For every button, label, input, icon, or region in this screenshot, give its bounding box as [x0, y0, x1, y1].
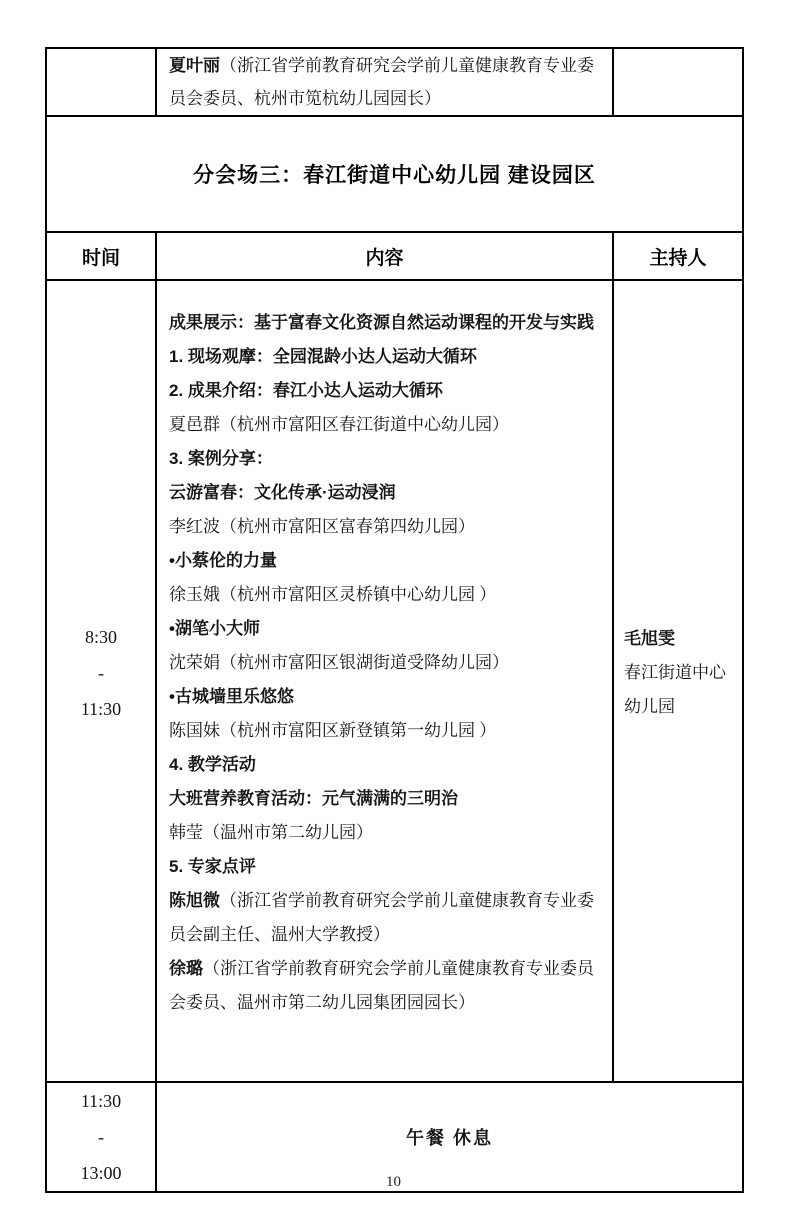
content-line-regular: 陈国妹（杭州市富阳区新登镇第一幼儿园 ）: [169, 721, 497, 740]
content-line: [169, 544, 604, 578]
content-line: [169, 476, 604, 510]
content-line: [169, 374, 604, 408]
content-line: [169, 340, 604, 374]
content-line-bold: 大班营养教育活动：元气满满的三明治: [169, 789, 458, 808]
main-session-host-cell: [613, 280, 743, 1082]
content-line: [169, 748, 604, 782]
header-host: 主持人: [613, 232, 743, 280]
content-line: [169, 510, 604, 544]
content-line: [169, 680, 604, 714]
content-line: [169, 884, 604, 918]
host-name: 毛旭雯: [624, 629, 675, 648]
content-line: [169, 578, 604, 612]
time-value: 8:30: [84, 627, 117, 647]
session-title: 分会场三：春江街道中心幼儿园 建设园区: [193, 164, 596, 187]
table-header-row: [46, 232, 743, 280]
content-line: [169, 306, 604, 340]
header-time: 时间: [46, 232, 156, 280]
content-line: [169, 816, 604, 850]
content-line-bold: 4. 教学活动: [169, 755, 256, 774]
content-line-bold: •小蔡伦的力量: [169, 551, 277, 570]
content-line-bold: 2. 成果介绍：春江小达人运动大循环: [169, 381, 443, 400]
content-line-bold: 陈旭微: [169, 891, 220, 910]
lunch-label: 午餐 休息: [405, 1128, 493, 1148]
speaker-line: [169, 49, 604, 82]
content-line-regular: 员会副主任、温州大学教授）: [169, 925, 390, 944]
content-line-regular: 夏邑群（杭州市富阳区春江街道中心幼儿园）: [169, 415, 509, 434]
schedule-table: [45, 47, 744, 1193]
continuation-time-cell: [46, 48, 156, 116]
host-org-line: 幼儿园: [624, 697, 675, 716]
speaker-line: [169, 82, 604, 115]
time-value: 11:30: [80, 1091, 122, 1111]
content-line-regular: 沈荣娟（杭州市富阳区银湖街道受降幼儿园）: [169, 653, 509, 672]
session-title-row: [46, 116, 743, 232]
main-session-row: [46, 280, 743, 1082]
content-line: [169, 918, 604, 952]
content-line-regular: （浙江省学前教育研究会学前儿童健康教育专业委: [220, 891, 594, 910]
content-line: [169, 646, 604, 680]
session-title-cell: [46, 116, 743, 232]
main-session-content-cell: [156, 280, 613, 1082]
content-line-bold: 3. 案例分享：: [169, 449, 273, 468]
time-value: 11:30: [80, 699, 122, 719]
continuation-content-cell: [156, 48, 613, 116]
content-line-regular: （浙江省学前教育研究会学前儿童健康教育专业委员: [203, 959, 594, 978]
content-line-regular: 会委员、温州市第二幼儿园集团园园长）: [169, 993, 475, 1012]
content-line: [169, 612, 604, 646]
time-value: -: [98, 1127, 104, 1147]
content-line: [169, 850, 604, 884]
main-session-time-cell: [46, 280, 156, 1082]
content-line-regular: 徐玉娥（杭州市富阳区灵桥镇中心幼儿园 ）: [169, 585, 497, 604]
time-value: 13:00: [80, 1163, 122, 1183]
content-line-regular: 李红波（杭州市富阳区富春第四幼儿园）: [169, 517, 475, 536]
speaker-name: 夏叶丽: [169, 56, 220, 75]
page-number: 10: [386, 1174, 401, 1190]
speaker-affiliation: （浙江省学前教育研究会学前儿童健康教育专业委: [220, 56, 594, 75]
host-org-line: 春江街道中心: [624, 663, 726, 682]
content-line-regular: 韩莹（温州市第二幼儿园）: [169, 823, 373, 842]
content-line-bold: 5. 专家点评: [169, 857, 256, 876]
content-line: [169, 952, 604, 986]
content-line-bold: 云游富春：文化传承·运动浸润: [169, 483, 396, 502]
content-line-bold: 1. 现场观摩：全园混龄小达人运动大循环: [169, 347, 477, 366]
content-line-bold: •古城墙里乐悠悠: [169, 687, 294, 706]
continuation-host-cell: [613, 48, 743, 116]
speaker-affiliation: 员会委员、杭州市笕杭幼儿园园长）: [169, 89, 441, 108]
header-content: 内容: [156, 232, 613, 280]
content-line: [169, 714, 604, 748]
time-value: -: [98, 663, 104, 683]
content-line-bold: 成果展示：基于富春文化资源自然运动课程的开发与实践: [169, 313, 594, 332]
content-line-bold: •湖笔小大师: [169, 619, 260, 638]
content-line: [169, 782, 604, 816]
content-line: [169, 442, 604, 476]
content-line: [169, 408, 604, 442]
continuation-row: [46, 48, 743, 116]
content-line-bold: 徐璐: [169, 959, 203, 978]
content-line: [169, 986, 604, 1020]
